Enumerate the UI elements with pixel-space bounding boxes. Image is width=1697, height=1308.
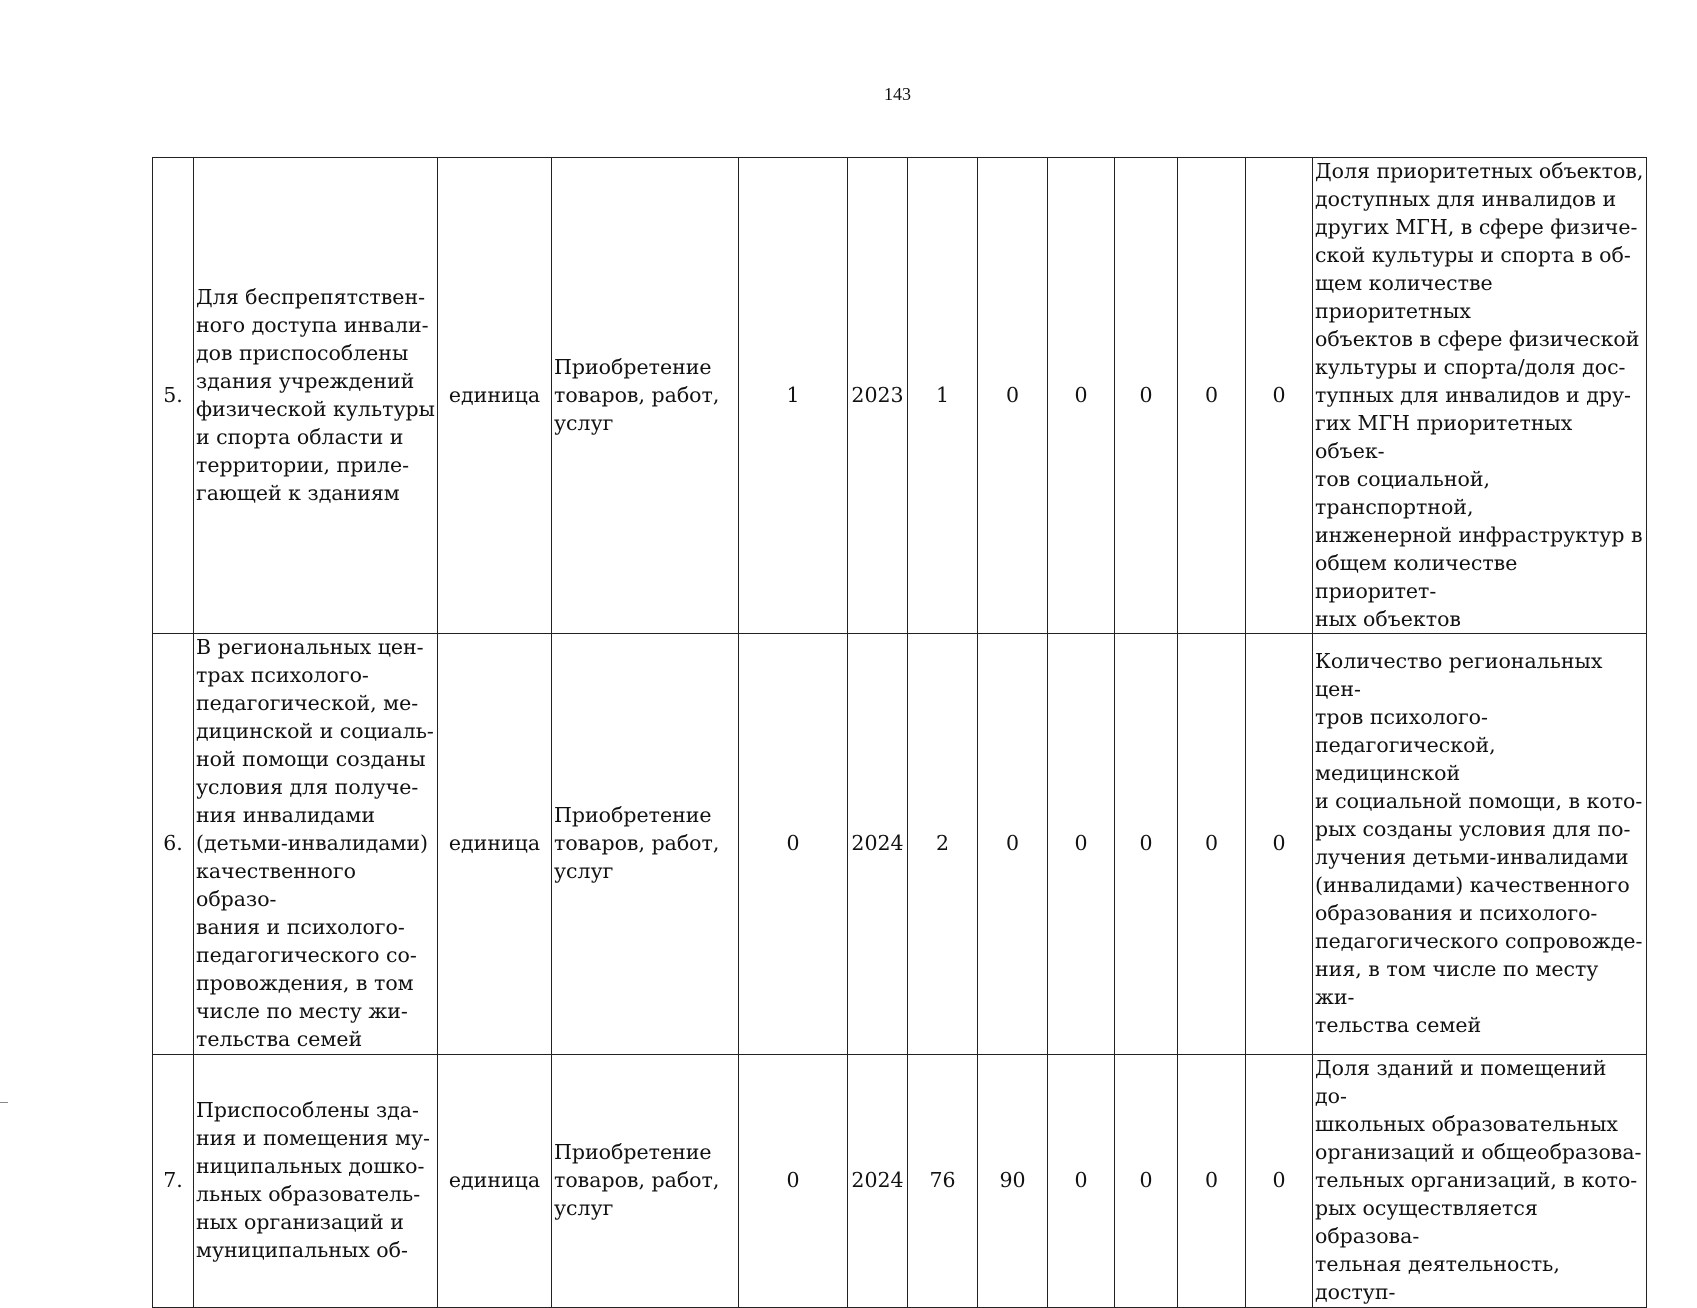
year-cell: 2024: [848, 1055, 908, 1308]
value-cell: 0: [1048, 1055, 1115, 1308]
measure-name: Для беспрепятствен- ного доступа инвали- дов приспособлены здания учреждений физической культуры и спорта области и территории, приле- гающей к зданиям: [194, 158, 438, 634]
row-number: 6.: [153, 634, 194, 1055]
table-row: [153, 1055, 1647, 1308]
row-number: 7.: [153, 1055, 194, 1308]
value-cell: 76: [908, 1055, 978, 1308]
indicator-cell: Доля приоритетных объектов, доступных для инвалидов и других МГН, в сфере физиче- ской культуры и спорта в об- щем количестве приоритетных объектов в сфере физической культуры и спорта/доля дос- тупных для инвалидов и дру- гих МГН приоритетных объек- тов социальной, транспортной, инженерной инфраструктур в общем количестве приоритет- ных объектов: [1313, 158, 1647, 634]
value-cell: 0: [978, 158, 1048, 634]
year-cell: 2024: [848, 634, 908, 1055]
value-cell: 0: [1048, 634, 1115, 1055]
value-cell: 0: [1246, 158, 1313, 634]
value-cell: 0: [1246, 1055, 1313, 1308]
value-cell: 0: [739, 634, 848, 1055]
row-number: 5.: [153, 158, 194, 634]
value-cell: 1: [739, 158, 848, 634]
value-cell: 90: [978, 1055, 1048, 1308]
value-cell: 0: [1115, 634, 1178, 1055]
value-cell: 0: [1048, 158, 1115, 634]
value-cell: 1: [908, 158, 978, 634]
indicator-cell: Доля зданий и помещений до- школьных образовательных организаций и общеобразова- тельных организаций, в кото- рых осуществляется образова- тельная деятельность, доступ-: [1313, 1055, 1647, 1308]
event-type-cell: Приобретение товаров, работ, услуг: [552, 634, 739, 1055]
page-number: 143: [884, 84, 911, 104]
scan-edge-mark: [0, 1102, 8, 1103]
measures-table: [152, 157, 1647, 1308]
table-row: [153, 158, 1647, 634]
value-cell: 0: [1178, 158, 1246, 634]
measure-name: Приспособлены зда- ния и помещения му- ниципальных дошко- льных образователь- ных организаций и муниципальных об-: [194, 1055, 438, 1308]
value-cell: 0: [1178, 634, 1246, 1055]
event-type-cell: Приобретение товаров, работ, услуг: [552, 158, 739, 634]
value-cell: 0: [1246, 634, 1313, 1055]
unit-cell: единица: [438, 1055, 552, 1308]
unit-cell: единица: [438, 158, 552, 634]
year-cell: 2023: [848, 158, 908, 634]
value-cell: 0: [739, 1055, 848, 1308]
table-row: [153, 634, 1647, 1055]
value-cell: 2: [908, 634, 978, 1055]
indicator-cell: Количество региональных цен- тров психолого- педагогической, медицинской и социальной помощи, в кото- рых созданы условия для по- лучения детьми-инвалидами (инвалидами) качественного образования и психолого- педагогического сопровожде- ния, в том числе по месту жи- тельства семей: [1313, 634, 1647, 1055]
value-cell: 0: [978, 634, 1048, 1055]
value-cell: 0: [1115, 1055, 1178, 1308]
unit-cell: единица: [438, 634, 552, 1055]
event-type-cell: Приобретение товаров, работ, услуг: [552, 1055, 739, 1308]
value-cell: 0: [1178, 1055, 1246, 1308]
value-cell: 0: [1115, 158, 1178, 634]
measure-name: В региональных цен- трах психолого- педагогической, ме- дицинской и социаль- ной помощи созданы условия для получе- ния инвалидами (детьми-инвалидами) качественного образо- вания и психолого- педагогического со- провождения, в том числе по месту жи- тельства семей: [194, 634, 438, 1055]
